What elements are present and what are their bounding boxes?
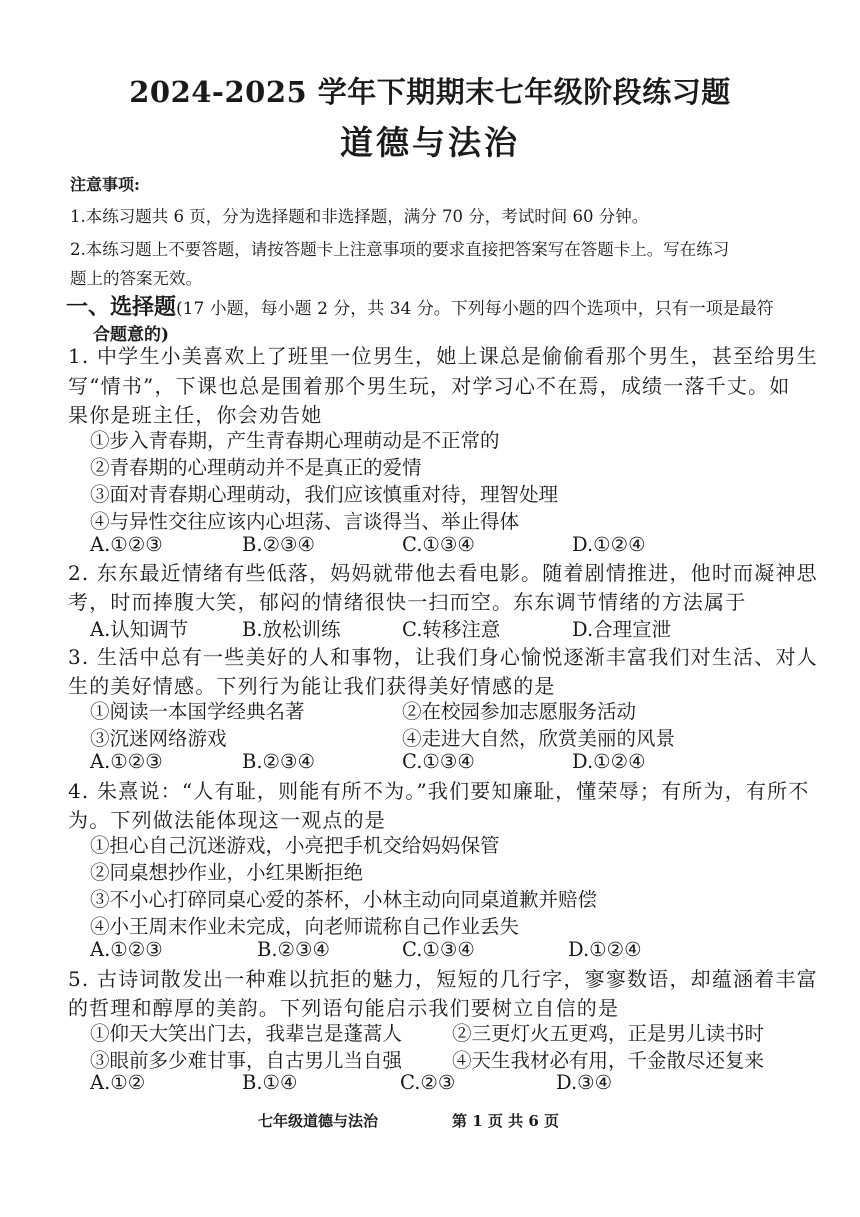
statement-1: ①担心自己沉迷游戏，小亮把手机交给妈妈保管 (90, 834, 500, 857)
option-c: C.①③④ (402, 938, 475, 961)
question-text-line: 为。下列做法能体现这一观点的是 (68, 808, 386, 832)
question-text-line: 写“情书”，下课也总是围着那个男生玩，对学习心不在焉，成绩一落千丈。如 (68, 374, 791, 398)
notice-heading: 注意事项: (70, 175, 140, 194)
option-c: C.转移注意 (402, 618, 501, 641)
question-text-line: 3. 生活中总有一些美好的人和事物，让我们身心愉悦逐渐丰富我们对生活、对人 (68, 645, 818, 669)
statement-2: ②三更灯火五更鸡，正是男儿读书时 (452, 1022, 765, 1045)
question-text-line: 2. 东东最近情绪有些低落，妈妈就带他去看电影。随着剧情推进，他时而凝神思 (68, 561, 818, 585)
option-d: D.合理宣泄 (572, 618, 672, 641)
statement-4: ④小王周末作业未完成，向老师谎称自己作业丢失 (90, 915, 520, 938)
statement-2: ②青春期的心理萌动并不是真正的爱情 (90, 456, 422, 479)
section-header (66, 290, 774, 321)
option-a: A.①②③ (90, 938, 163, 961)
exam-title: 2024-2025 学年下期期末七年级阶段练习题 (129, 75, 731, 109)
question-text-line: 生的美好情感。下列行为能让我们获得美好情感的是 (68, 674, 556, 698)
statement-2: ②同桌想抄作业，小红果断拒绝 (90, 861, 364, 884)
statement-3: ③不小心打碎同桌心爱的茶杯，小林主动向同桌道歉并赔偿 (90, 888, 598, 911)
option-b: B.②③④ (257, 938, 330, 961)
option-c: C.①③④ (402, 750, 475, 773)
notice-item-2-line-2: 题上的答案无效。 (70, 269, 202, 288)
question-text-line: 1. 中学生小美喜欢上了班里一位男生，她上课总是偷偷看那个男生，甚至给男生 (68, 344, 818, 368)
subject-title: 道德与法治 (340, 123, 520, 162)
section-label: 一、选择题 (66, 294, 177, 320)
option-c: C.①③④ (402, 533, 475, 556)
option-b: B.①④ (242, 1071, 298, 1094)
statement-2: ②在校园参加志愿服务活动 (402, 700, 637, 723)
option-b: B.放松训练 (242, 618, 341, 641)
option-d: D.①②④ (572, 533, 646, 556)
option-a: A.认知调节 (90, 618, 189, 641)
section-description-line-2: 合题意的) (93, 325, 170, 345)
statement-1: ①阅读一本国学经典名著 (90, 700, 305, 723)
option-d: D.①②④ (572, 750, 646, 773)
statement-3: ③沉迷网络游戏 (90, 727, 227, 750)
notice-item-2-line-1: 2.本练习题上不要答题，请按答题卡上注意事项的要求直接把答案写在答题卡上。写在练习 (70, 240, 730, 259)
statement-4: ④走进大自然，欣赏美丽的风景 (402, 727, 676, 750)
statement-1: ①步入青春期，产生青春期心理萌动是不正常的 (90, 429, 500, 452)
option-a: A.①② (90, 1071, 146, 1094)
option-d: D.③④ (556, 1071, 613, 1094)
question-text-line: 5. 古诗词散发出一种难以抗拒的魅力，短短的几行字，寥寥数语，却蕴涵着丰富 (68, 967, 818, 991)
question-text-line: 果你是班主任，你会劝告她 (68, 403, 323, 427)
question-text-line: 考，时而捧腹大笑，郁闷的情绪很快一扫而空。东东调节情绪的方法属于 (68, 590, 747, 614)
statement-4: ④与异性交往应该内心坦荡、言谈得当、举止得体 (90, 510, 520, 533)
statement-4: ④天生我材必有用，千金散尽还复来 (452, 1049, 765, 1072)
option-a: A.①②③ (90, 750, 163, 773)
option-b: B.②③④ (242, 750, 315, 773)
option-c: C.②③ (400, 1071, 456, 1094)
notice-item-1: 1.本练习题共 6 页，分为选择题和非选择题，满分 70 分，考试时间 60 分钟。 (70, 207, 649, 226)
statement-3: ③眼前多少难甘事，自古男儿当自强 (90, 1049, 403, 1072)
statement-3: ③面对青春期心理萌动，我们应该慎重对待，理智处理 (90, 483, 559, 506)
statement-1: ①仰天大笑出门去，我辈岂是蓬蒿人 (90, 1022, 403, 1045)
question-text-line: 4. 朱熹说：“人有耻，则能有所不为。”我们要知廉耻，懂荣辱；有所为，有所不 (68, 779, 810, 803)
footer-page-number: 第 1 页 共 6 页 (452, 1112, 559, 1130)
option-a: A.①②③ (90, 533, 163, 556)
footer-subject: 七年级道德与法治 (258, 1112, 379, 1130)
section-description: (17 小题，每小题 2 分，共 34 分。下列每小题的四个选项中，只有一项是最符 (176, 299, 774, 319)
option-d: D.①②④ (568, 938, 642, 961)
option-b: B.②③④ (242, 533, 315, 556)
question-text-line: 的哲理和醇厚的美韵。下列语句能启示我们要树立自信的是 (68, 996, 620, 1020)
